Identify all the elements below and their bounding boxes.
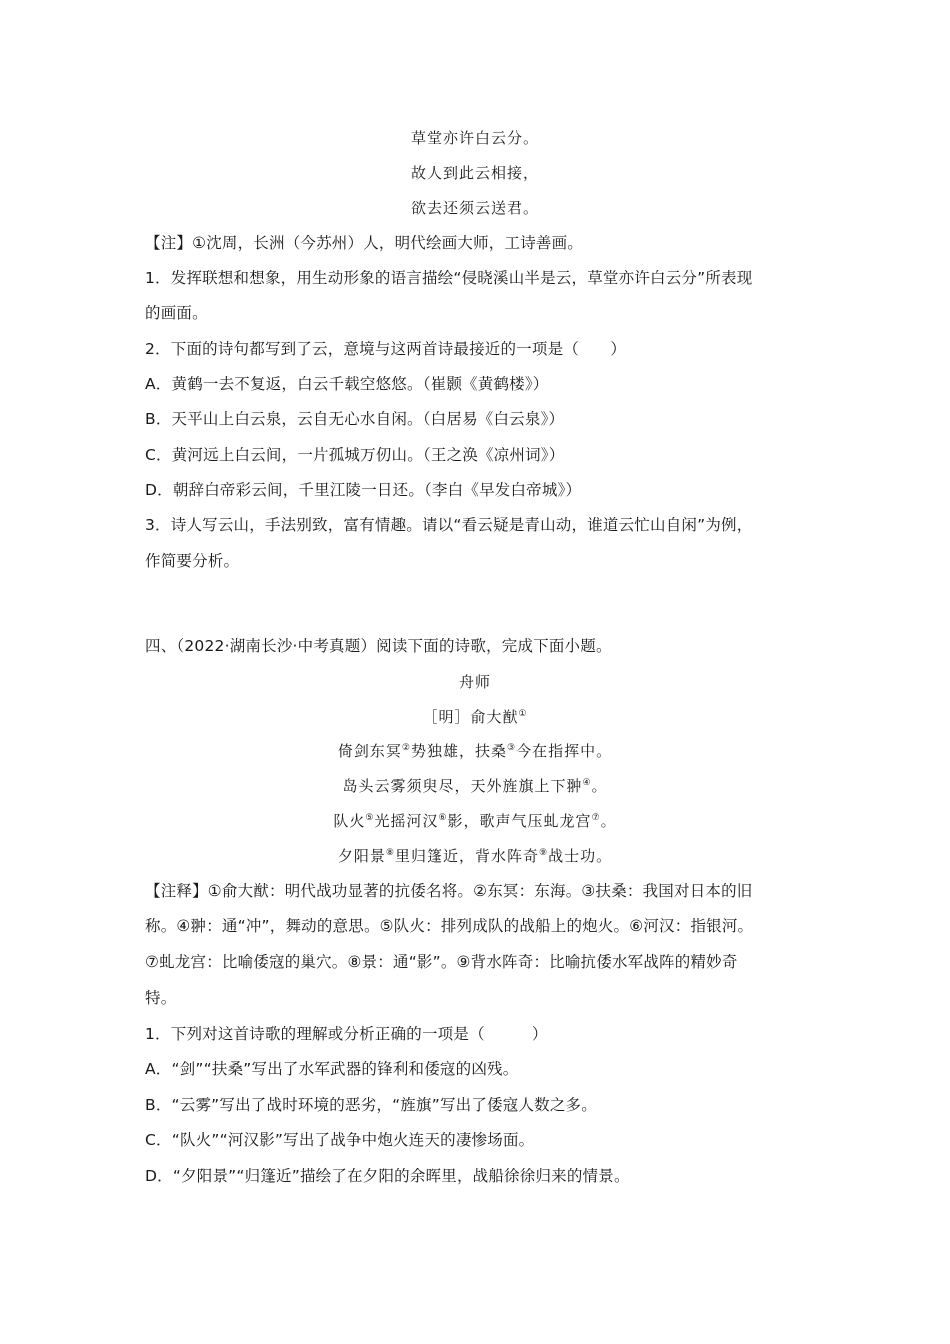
poem2-verse-4 — [0, 846, 950, 866]
s4-q1-option-a: A．“剑”“扶桑”写出了水军武器的锋利和倭寇的凶残。 — [145, 1060, 519, 1078]
q2-option-b: B．天平山上白云泉，云自无心水自闲。（白居易《白云泉》） — [145, 410, 565, 428]
footnote-mark: ⑨ — [539, 848, 549, 858]
section4-heading: 四、（2022·湖南长沙·中考真题）阅读下面的诗歌，完成下面小题。 — [145, 637, 612, 655]
poem2-note-line-1: 【注释】①俞大猷：明代战功显著的抗倭名将。②东冥：东海。③扶桑：我国对日本的旧 — [145, 882, 753, 900]
footnote-mark: ⑤ — [365, 813, 375, 823]
s4-q1-option-b: B．“云雾”写出了战时环境的恶劣，“旌旗”写出了倭寇人数之多。 — [145, 1096, 597, 1114]
verse-text: 里归篷近，背水阵奇 — [394, 847, 539, 865]
footnote-mark: ② — [401, 743, 411, 753]
s4-q1-option-c: C．“队火”“河汉影”写出了战争中炮火连天的凄惨场面。 — [145, 1131, 535, 1149]
footnote-mark: ④ — [582, 778, 592, 788]
verse-text: 倚剑东冥 — [337, 742, 402, 760]
verse-text: 岛头云雾须臾尽，天外旌旗上下翀 — [342, 777, 583, 795]
poem2-verse-2 — [0, 776, 950, 796]
s4-q1-text: 1．下列对这首诗歌的理解或分析正确的一项是（ ） — [145, 1025, 548, 1043]
verse-text: 队火 — [333, 812, 366, 830]
verse-text: 光摇河汉 — [374, 812, 439, 830]
poem2-note-line-2: 称。④翀：通“冲”，舞动的意思。⑤队火：排列成队的战船上的炮火。⑥河汉：指银河。 — [145, 917, 754, 935]
q2-text: 2．下面的诗句都写到了云，意境与这两首诗最接近的一项是（ ） — [145, 340, 627, 358]
q3-text-cont: 作简要分析。 — [145, 552, 240, 570]
verse-text: 夕阳景 — [337, 847, 386, 865]
q1-text: 1．发挥联想和想象，用生动形象的语言描绘“侵晓溪山半是云，草堂亦许白云分”所表现 — [145, 269, 753, 287]
s4-q1-option-d: D．“夕阳景”“归篷近”描绘了在夕阳的余晖里，战船徐徐归来的情景。 — [145, 1167, 630, 1185]
footnote-mark: ⑥ — [438, 813, 448, 823]
poem2-title: 舟师 — [458, 673, 491, 691]
footnote-mark: ① — [518, 709, 528, 719]
poem2-author-name: ［明］俞大猷 — [422, 708, 519, 726]
footnote-mark: ⑧ — [385, 848, 395, 858]
footnote-mark: ③ — [507, 743, 517, 753]
q2-option-a: A．黄鹤一去不复返，白云千载空悠悠。（崔颢《黄鹤楼》） — [145, 375, 549, 393]
verse-text: 。 — [591, 777, 608, 795]
verse-text: 今在指挥中。 — [516, 742, 613, 760]
verse-text: 。 — [600, 812, 617, 830]
verse-text: 战士功。 — [548, 847, 613, 865]
poem1-note: 【注】①沈周，长洲（今苏州）人，明代绘画大师，工诗善画。 — [145, 234, 583, 252]
poem2-verse-3 — [0, 811, 950, 831]
footnote-mark: ⑦ — [591, 813, 601, 823]
poem1-line-2: 故人到此云相接， — [410, 164, 539, 182]
verse-text: 影，歌声气压虬龙宫 — [447, 812, 592, 830]
poem2-verse-1 — [0, 741, 950, 761]
q2-option-d: D．朝辞白帝彩云间，千里江陵一日还。（李白《早发白帝城》） — [145, 481, 582, 499]
poem2-note-line-4: 特。 — [145, 989, 177, 1007]
verse-text: 势独雄，扶桑 — [410, 742, 507, 760]
q1-text-cont: 的画面。 — [145, 304, 208, 322]
q3-text: 3．诗人写云山，手法别致，富有情趣。请以“看云疑是青山动，谁道云忙山自闲”为例， — [145, 516, 753, 534]
poem2-note-line-3: ⑦虬龙宫：比喻倭寇的巢穴。⑧景：通“影”。⑨背水阵奇：比喻抗倭水军战阵的精妙奇 — [145, 953, 738, 971]
poem2-author — [0, 707, 950, 727]
q2-option-c: C．黄河远上白云间，一片孤城万仞山。（王之涣《凉州词》） — [145, 446, 565, 464]
poem1-line-1: 草堂亦许白云分。 — [410, 129, 539, 147]
poem1-line-3: 欲去还须云送君。 — [410, 199, 539, 217]
